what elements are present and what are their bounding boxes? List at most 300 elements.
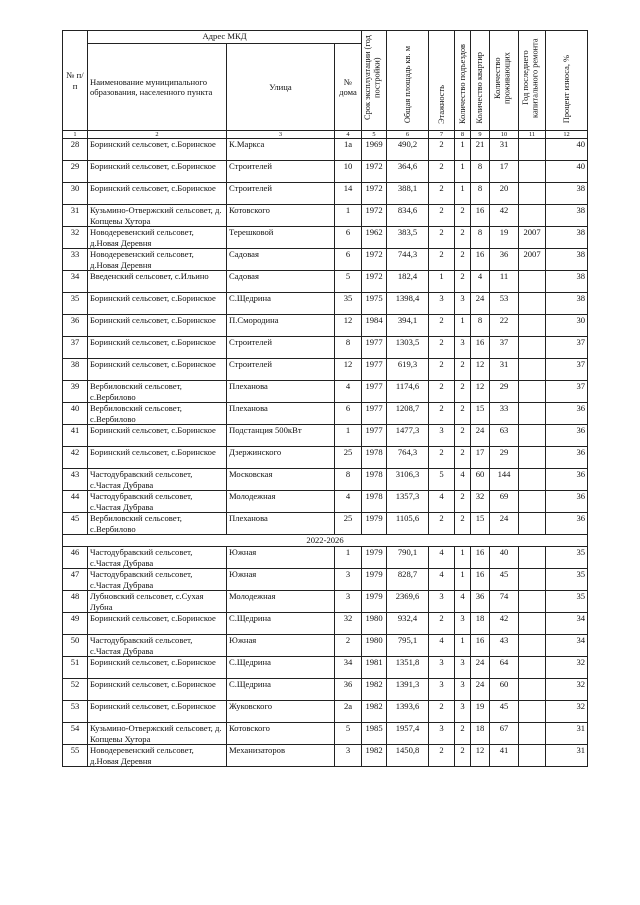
cell-floors: 2: [429, 161, 455, 183]
cell-total-area: 834,6: [387, 205, 429, 227]
cell-municipality: Боринский сельсовет, с.Боринское: [88, 139, 227, 161]
cell-build-year: 1982: [362, 701, 387, 723]
cell-build-year: 1972: [362, 161, 387, 183]
header-last-repair: Год последнего капитального ремонта: [519, 31, 546, 131]
cell-last-repair-year: [519, 271, 546, 293]
cell-municipality: Частодубравский сельсовет, с.Частая Дубрава: [88, 569, 227, 591]
cell-floors: 2: [429, 139, 455, 161]
cell-build-year: 1962: [362, 227, 387, 249]
cell-build-year: 1984: [362, 315, 387, 337]
cell-row-number: 42: [63, 447, 88, 469]
cell-row-number: 41: [63, 425, 88, 447]
cell-entrances: 3: [455, 293, 471, 315]
cell-wear-percent: 38: [546, 183, 588, 205]
cell-residents: 11: [490, 271, 519, 293]
cell-build-year: 1972: [362, 249, 387, 271]
cell-apartments: 24: [471, 293, 490, 315]
cell-floors: 3: [429, 657, 455, 679]
cell-house-number: 12: [335, 315, 362, 337]
cell-entrances: 2: [455, 745, 471, 767]
cell-street: Строителей: [227, 337, 335, 359]
column-number-row: [63, 131, 588, 139]
cell-wear-percent: 34: [546, 635, 588, 657]
cell-municipality: Лубновский сельсовет, с.Сухая Лубна: [88, 591, 227, 613]
cell-row-number: 46: [63, 547, 88, 569]
cell-entrances: 2: [455, 491, 471, 513]
cell-wear-percent: 32: [546, 657, 588, 679]
cell-residents: 64: [490, 657, 519, 679]
table-row: [63, 469, 588, 491]
cell-apartments: 16: [471, 569, 490, 591]
cell-wear-percent: 37: [546, 381, 588, 403]
cell-residents: 42: [490, 613, 519, 635]
table-row: [63, 613, 588, 635]
cell-total-area: 1208,7: [387, 403, 429, 425]
cell-street: Подстанция 500кВт: [227, 425, 335, 447]
col-number: 9: [471, 131, 490, 139]
cell-wear-percent: 36: [546, 469, 588, 491]
cell-apartments: 12: [471, 381, 490, 403]
cell-house-number: 5: [335, 271, 362, 293]
cell-floors: 2: [429, 205, 455, 227]
cell-apartments: 15: [471, 513, 490, 535]
cell-wear-percent: 37: [546, 359, 588, 381]
cell-build-year: 1977: [362, 359, 387, 381]
cell-street: Терешковой: [227, 227, 335, 249]
cell-total-area: 1174,6: [387, 381, 429, 403]
cell-residents: 20: [490, 183, 519, 205]
cell-build-year: 1982: [362, 679, 387, 701]
table-row: [63, 491, 588, 513]
cell-house-number: 1: [335, 425, 362, 447]
table-row: [63, 745, 588, 767]
cell-row-number: 38: [63, 359, 88, 381]
cell-street: Садовая: [227, 249, 335, 271]
cell-street: П.Смородина: [227, 315, 335, 337]
cell-floors: 3: [429, 591, 455, 613]
cell-house-number: 12: [335, 359, 362, 381]
cell-floors: 2: [429, 249, 455, 271]
cell-build-year: 1977: [362, 337, 387, 359]
cell-entrances: 2: [455, 425, 471, 447]
cell-residents: 53: [490, 293, 519, 315]
cell-street: Дзержинского: [227, 447, 335, 469]
cell-street: К.Маркса: [227, 139, 335, 161]
cell-street: Южная: [227, 547, 335, 569]
table-row: [63, 513, 588, 535]
cell-total-area: 619,3: [387, 359, 429, 381]
cell-floors: 2: [429, 337, 455, 359]
cell-wear-percent: 38: [546, 249, 588, 271]
cell-municipality: Новодеревенский сельсовет, д.Новая Деревня: [88, 249, 227, 271]
cell-total-area: 790,1: [387, 547, 429, 569]
cell-last-repair-year: [519, 337, 546, 359]
cell-total-area: 1351,8: [387, 657, 429, 679]
cell-last-repair-year: [519, 139, 546, 161]
cell-municipality: Новодеревенский сельсовет, д.Новая Деревня: [88, 745, 227, 767]
cell-entrances: 3: [455, 337, 471, 359]
cell-municipality: Боринский сельсовет, с.Боринское: [88, 425, 227, 447]
cell-residents: 40: [490, 547, 519, 569]
cell-house-number: 1а: [335, 139, 362, 161]
cell-total-area: 1105,6: [387, 513, 429, 535]
table-body-part-2: [63, 547, 588, 767]
cell-total-area: 795,1: [387, 635, 429, 657]
cell-house-number: 34: [335, 657, 362, 679]
cell-municipality: Новодеревенский сельсовет, д.Новая Деревня: [88, 227, 227, 249]
cell-build-year: 1981: [362, 657, 387, 679]
cell-municipality: Боринский сельсовет, с.Боринское: [88, 657, 227, 679]
cell-street: Строителей: [227, 183, 335, 205]
cell-apartments: 36: [471, 591, 490, 613]
cell-residents: 24: [490, 513, 519, 535]
cell-row-number: 52: [63, 679, 88, 701]
header-residents: Количество проживающих: [490, 31, 519, 131]
cell-wear-percent: 38: [546, 205, 588, 227]
housing-register-document: [62, 30, 588, 767]
cell-house-number: 3: [335, 591, 362, 613]
cell-street: Плеханова: [227, 403, 335, 425]
cell-apartments: 16: [471, 547, 490, 569]
cell-floors: 4: [429, 635, 455, 657]
cell-row-number: 48: [63, 591, 88, 613]
cell-municipality: Боринский сельсовет, с.Боринское: [88, 447, 227, 469]
cell-build-year: 1979: [362, 547, 387, 569]
cell-build-year: 1978: [362, 469, 387, 491]
table-row: [63, 337, 588, 359]
table-row: [63, 315, 588, 337]
cell-apartments: 17: [471, 447, 490, 469]
cell-entrances: 2: [455, 271, 471, 293]
cell-build-year: 1972: [362, 271, 387, 293]
cell-apartments: 16: [471, 249, 490, 271]
cell-wear-percent: 36: [546, 513, 588, 535]
cell-build-year: 1979: [362, 591, 387, 613]
cell-last-repair-year: [519, 425, 546, 447]
cell-row-number: 55: [63, 745, 88, 767]
cell-last-repair-year: [519, 701, 546, 723]
cell-residents: 36: [490, 249, 519, 271]
cell-last-repair-year: [519, 657, 546, 679]
cell-entrances: 2: [455, 447, 471, 469]
cell-last-repair-year: [519, 447, 546, 469]
cell-entrances: 2: [455, 381, 471, 403]
cell-last-repair-year: [519, 205, 546, 227]
cell-build-year: 1979: [362, 513, 387, 535]
cell-house-number: 1: [335, 205, 362, 227]
cell-street: Южная: [227, 635, 335, 657]
cell-municipality: Боринский сельсовет, с.Боринское: [88, 679, 227, 701]
table-body-part-1: [63, 139, 588, 535]
cell-floors: 2: [429, 403, 455, 425]
cell-total-area: 3106,3: [387, 469, 429, 491]
cell-total-area: 2369,6: [387, 591, 429, 613]
cell-wear-percent: 36: [546, 425, 588, 447]
cell-total-area: 1398,4: [387, 293, 429, 315]
cell-wear-percent: 34: [546, 613, 588, 635]
cell-floors: 3: [429, 723, 455, 745]
cell-build-year: 1985: [362, 723, 387, 745]
col-number: 10: [490, 131, 519, 139]
cell-floors: 2: [429, 613, 455, 635]
cell-last-repair-year: [519, 183, 546, 205]
cell-apartments: 12: [471, 359, 490, 381]
cell-wear-percent: 32: [546, 679, 588, 701]
cell-apartments: 24: [471, 657, 490, 679]
header-floors: Этажность: [429, 31, 455, 131]
cell-apartments: 24: [471, 679, 490, 701]
cell-municipality: Боринский сельсовет, с.Боринское: [88, 183, 227, 205]
cell-municipality: Боринский сельсовет, с.Боринское: [88, 701, 227, 723]
cell-wear-percent: 36: [546, 403, 588, 425]
cell-street: С.Щедрина: [227, 657, 335, 679]
table-row: [63, 657, 588, 679]
cell-entrances: 2: [455, 723, 471, 745]
cell-apartments: 4: [471, 271, 490, 293]
cell-row-number: 47: [63, 569, 88, 591]
cell-apartments: 24: [471, 425, 490, 447]
cell-build-year: 1977: [362, 403, 387, 425]
cell-house-number: 4: [335, 381, 362, 403]
cell-residents: 19: [490, 227, 519, 249]
cell-street: Строителей: [227, 161, 335, 183]
cell-residents: 31: [490, 359, 519, 381]
cell-row-number: 44: [63, 491, 88, 513]
cell-floors: 4: [429, 547, 455, 569]
cell-total-area: 1393,6: [387, 701, 429, 723]
table-row: [63, 591, 588, 613]
cell-wear-percent: 38: [546, 271, 588, 293]
col-number: 4: [335, 131, 362, 139]
cell-house-number: 4: [335, 491, 362, 513]
col-number: 3: [227, 131, 335, 139]
cell-municipality: Кузьмино-Отвержский сельсовет, д. Копцевы Хутора: [88, 723, 227, 745]
cell-apartments: 60: [471, 469, 490, 491]
cell-row-number: 43: [63, 469, 88, 491]
cell-entrances: 1: [455, 161, 471, 183]
cell-wear-percent: 38: [546, 293, 588, 315]
cell-total-area: 932,4: [387, 613, 429, 635]
cell-house-number: 2а: [335, 701, 362, 723]
cell-build-year: 1977: [362, 425, 387, 447]
cell-house-number: 6: [335, 227, 362, 249]
cell-row-number: 39: [63, 381, 88, 403]
cell-total-area: 1391,3: [387, 679, 429, 701]
header-entrances: Количество подъездов: [455, 31, 471, 131]
cell-floors: 3: [429, 293, 455, 315]
cell-row-number: 36: [63, 315, 88, 337]
cell-wear-percent: 37: [546, 337, 588, 359]
cell-total-area: 364,6: [387, 161, 429, 183]
cell-street: С.Щедрина: [227, 293, 335, 315]
cell-municipality: Боринский сельсовет, с.Боринское: [88, 613, 227, 635]
cell-build-year: 1972: [362, 205, 387, 227]
cell-apartments: 21: [471, 139, 490, 161]
cell-row-number: 49: [63, 613, 88, 635]
cell-entrances: 2: [455, 249, 471, 271]
cell-apartments: 18: [471, 723, 490, 745]
table-row: [63, 547, 588, 569]
cell-wear-percent: 30: [546, 315, 588, 337]
cell-floors: 3: [429, 425, 455, 447]
cell-row-number: 40: [63, 403, 88, 425]
table-row: [63, 723, 588, 745]
cell-row-number: 54: [63, 723, 88, 745]
cell-residents: 31: [490, 139, 519, 161]
cell-street: Южная: [227, 569, 335, 591]
cell-residents: 22: [490, 315, 519, 337]
cell-floors: 2: [429, 745, 455, 767]
cell-floors: 2: [429, 315, 455, 337]
cell-row-number: 53: [63, 701, 88, 723]
cell-municipality: Боринский сельсовет, с.Боринское: [88, 293, 227, 315]
table-row: [63, 271, 588, 293]
cell-build-year: 1972: [362, 183, 387, 205]
cell-municipality: Боринский сельсовет, с.Боринское: [88, 359, 227, 381]
cell-row-number: 34: [63, 271, 88, 293]
cell-street: Плеханова: [227, 513, 335, 535]
cell-house-number: 14: [335, 183, 362, 205]
cell-total-area: 182,4: [387, 271, 429, 293]
cell-entrances: 1: [455, 315, 471, 337]
cell-street: С.Щедрина: [227, 613, 335, 635]
cell-apartments: 8: [471, 161, 490, 183]
table-row: [63, 227, 588, 249]
cell-house-number: 35: [335, 293, 362, 315]
cell-last-repair-year: [519, 359, 546, 381]
cell-residents: 144: [490, 469, 519, 491]
cell-entrances: 3: [455, 679, 471, 701]
table-row: [63, 679, 588, 701]
cell-wear-percent: 35: [546, 569, 588, 591]
cell-apartments: 8: [471, 227, 490, 249]
cell-house-number: 10: [335, 161, 362, 183]
cell-residents: 33: [490, 403, 519, 425]
cell-residents: 45: [490, 569, 519, 591]
cell-last-repair-year: [519, 569, 546, 591]
cell-total-area: 388,1: [387, 183, 429, 205]
cell-last-repair-year: 2007: [519, 249, 546, 271]
table-row: [63, 161, 588, 183]
section-divider: [63, 535, 588, 547]
cell-build-year: 1969: [362, 139, 387, 161]
cell-floors: 2: [429, 381, 455, 403]
cell-municipality: Частодубравский сельсовет, с.Частая Дубрава: [88, 547, 227, 569]
cell-house-number: 25: [335, 447, 362, 469]
cell-total-area: 1450,8: [387, 745, 429, 767]
cell-apartments: 16: [471, 337, 490, 359]
cell-house-number: 3: [335, 569, 362, 591]
cell-row-number: 32: [63, 227, 88, 249]
cell-residents: 63: [490, 425, 519, 447]
cell-street: Котовского: [227, 205, 335, 227]
cell-entrances: 1: [455, 569, 471, 591]
col-number: 11: [519, 131, 546, 139]
table-row: [63, 447, 588, 469]
cell-wear-percent: 35: [546, 547, 588, 569]
cell-municipality: Боринский сельсовет, с.Боринское: [88, 161, 227, 183]
cell-residents: 37: [490, 337, 519, 359]
cell-total-area: 764,3: [387, 447, 429, 469]
cell-row-number: 35: [63, 293, 88, 315]
header-municipality: Наименование муниципального образования, населенного пункта: [88, 44, 227, 131]
section-row: [63, 535, 588, 547]
table-row: [63, 425, 588, 447]
cell-total-area: 1957,4: [387, 723, 429, 745]
cell-floors: 1: [429, 271, 455, 293]
cell-municipality: Боринский сельсовет, с.Боринское: [88, 337, 227, 359]
cell-wear-percent: 35: [546, 591, 588, 613]
cell-residents: 45: [490, 701, 519, 723]
cell-entrances: 1: [455, 635, 471, 657]
header-area: Общая площадь кв. м: [387, 31, 429, 131]
cell-street: Молодежная: [227, 491, 335, 513]
cell-apartments: 16: [471, 205, 490, 227]
cell-street: Молодежная: [227, 591, 335, 613]
header-address-group: Адрес МКД: [88, 31, 362, 44]
cell-house-number: 3: [335, 745, 362, 767]
cell-residents: 43: [490, 635, 519, 657]
cell-last-repair-year: [519, 613, 546, 635]
cell-entrances: 3: [455, 613, 471, 635]
cell-last-repair-year: [519, 635, 546, 657]
col-number: 12: [546, 131, 588, 139]
cell-street: Плеханова: [227, 381, 335, 403]
cell-residents: 60: [490, 679, 519, 701]
cell-house-number: 8: [335, 469, 362, 491]
cell-apartments: 15: [471, 403, 490, 425]
cell-build-year: 1978: [362, 491, 387, 513]
cell-last-repair-year: [519, 469, 546, 491]
cell-street: Строителей: [227, 359, 335, 381]
cell-wear-percent: 31: [546, 723, 588, 745]
cell-last-repair-year: [519, 547, 546, 569]
header-apartments: Количество квартир: [471, 31, 490, 131]
cell-house-number: 5: [335, 723, 362, 745]
cell-row-number: 30: [63, 183, 88, 205]
cell-house-number: 25: [335, 513, 362, 535]
cell-last-repair-year: [519, 723, 546, 745]
cell-municipality: Введенский сельсовет, с.Ильино: [88, 271, 227, 293]
cell-apartments: 16: [471, 635, 490, 657]
col-number: 8: [455, 131, 471, 139]
table-row: [63, 635, 588, 657]
cell-floors: 2: [429, 447, 455, 469]
cell-last-repair-year: [519, 381, 546, 403]
cell-wear-percent: 32: [546, 701, 588, 723]
cell-total-area: 1303,5: [387, 337, 429, 359]
cell-last-repair-year: [519, 679, 546, 701]
cell-row-number: 33: [63, 249, 88, 271]
table-row: [63, 381, 588, 403]
cell-total-area: 383,5: [387, 227, 429, 249]
cell-municipality: Кузьмино-Отвержский сельсовет, д. Копцевы Хутора: [88, 205, 227, 227]
cell-house-number: 1: [335, 547, 362, 569]
table-row: [63, 205, 588, 227]
cell-apartments: 19: [471, 701, 490, 723]
cell-apartments: 12: [471, 745, 490, 767]
cell-total-area: 744,3: [387, 249, 429, 271]
cell-floors: 2: [429, 701, 455, 723]
header-year: Срок эксплуатации (год постройки): [362, 31, 387, 131]
cell-floors: 2: [429, 359, 455, 381]
cell-last-repair-year: [519, 161, 546, 183]
cell-wear-percent: 40: [546, 139, 588, 161]
table-row: [63, 293, 588, 315]
cell-last-repair-year: [519, 745, 546, 767]
cell-last-repair-year: [519, 293, 546, 315]
cell-street: Механизаторов: [227, 745, 335, 767]
